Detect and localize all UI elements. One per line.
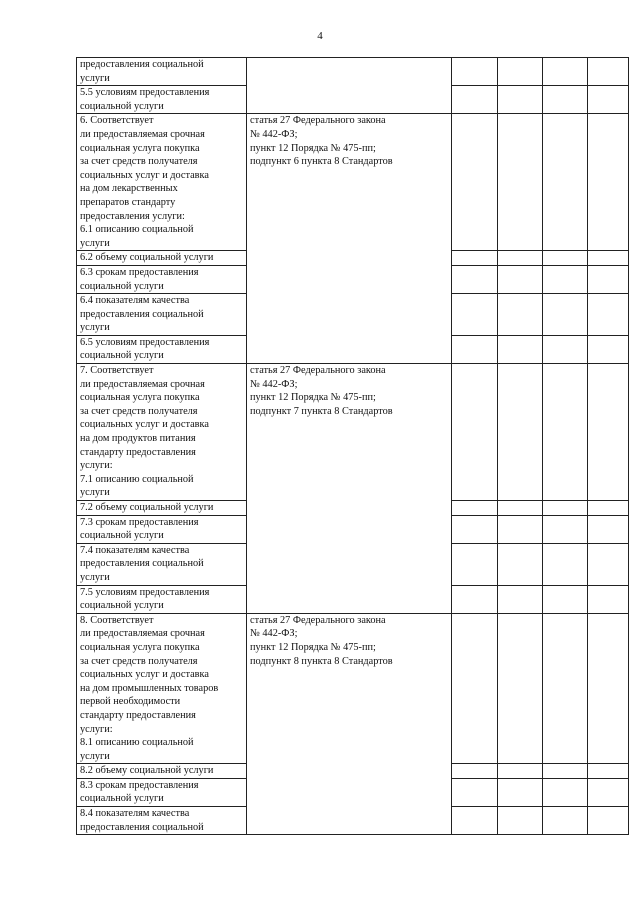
requirement-cell-line: 5.5 условиям предоставления (80, 87, 210, 99)
requirement-cell (77, 86, 247, 114)
requirement-cell-line: социальной услуги (80, 793, 164, 805)
note-cell[interactable] (588, 501, 629, 516)
requirement-cell (77, 114, 247, 251)
requirement-cell-line: 6.2 объему социальной услуги (80, 252, 214, 264)
note-cell[interactable] (588, 515, 629, 543)
requirement-cell-line: социальной услуги (80, 280, 164, 292)
requirement-cell-line: 8.1 описанию социальной (80, 737, 194, 749)
answer-yes-cell[interactable] (452, 778, 498, 806)
requirement-cell-line: за счет средств получателя (80, 405, 198, 417)
note-cell[interactable] (588, 764, 629, 779)
not-applicable-cell[interactable] (543, 501, 588, 516)
requirement-cell-line: услуги: (80, 723, 113, 735)
requirement-cell-line: 7. Соответствует (80, 365, 154, 377)
requirement-cell-line: 8. Соответствует (80, 614, 154, 626)
answer-yes-cell[interactable] (452, 613, 498, 764)
answer-yes-cell[interactable] (452, 265, 498, 293)
answer-no-cell[interactable] (498, 585, 543, 613)
requirement-cell-line: социальных услуг и доставка (80, 419, 209, 431)
requirement-cell-line: социальной услуги (80, 600, 164, 612)
requirement-cell-line: социальных услуг и доставка (80, 669, 209, 681)
requirement-cell (77, 807, 247, 835)
note-cell[interactable] (588, 58, 629, 86)
answer-no-cell[interactable] (498, 58, 543, 86)
requirement-cell-line: 7.5 условиям предоставления (80, 586, 210, 598)
requirement-cell-line: первой необходимости (80, 696, 181, 708)
requirement-cell (77, 294, 247, 336)
requirement-cell (77, 515, 247, 543)
not-applicable-cell[interactable] (543, 265, 588, 293)
answer-yes-cell[interactable] (452, 501, 498, 516)
answer-no-cell[interactable] (498, 251, 543, 266)
requirement-cell-line: на дом лекарственных (80, 183, 178, 195)
not-applicable-cell[interactable] (543, 543, 588, 585)
note-cell[interactable] (588, 778, 629, 806)
not-applicable-cell[interactable] (543, 114, 588, 251)
note-cell[interactable] (588, 294, 629, 336)
table-row (77, 613, 629, 764)
requirement-cell-line: предоставления услуги: (80, 210, 185, 222)
page-number: 4 (317, 30, 323, 42)
requirement-cell-line: услуги (80, 72, 110, 84)
answer-no-cell[interactable] (498, 364, 543, 501)
legal-basis-cell-line: статья 27 Федерального закона (250, 115, 386, 127)
not-applicable-cell[interactable] (543, 807, 588, 835)
requirement-cell-line: 6.3 срокам предоставления (80, 266, 199, 278)
requirement-cell (77, 764, 247, 779)
note-cell[interactable] (588, 613, 629, 764)
legal-basis-cell-line: пункт 12 Порядка № 475-пп; (250, 142, 376, 154)
requirement-cell-line: предоставления социальной (80, 558, 204, 570)
answer-yes-cell[interactable] (452, 58, 498, 86)
requirement-cell-line: услуги (80, 237, 110, 249)
requirement-cell-line: на дом промышленных товаров (80, 682, 219, 694)
answer-yes-cell[interactable] (452, 807, 498, 835)
requirement-cell-line: социальная услуга покупка (80, 142, 200, 154)
requirement-cell-line: социальная услуга покупка (80, 641, 200, 653)
answer-yes-cell[interactable] (452, 294, 498, 336)
not-applicable-cell[interactable] (543, 515, 588, 543)
answer-no-cell[interactable] (498, 613, 543, 764)
requirement-cell-line: ли предоставляемая срочная (80, 378, 205, 390)
answer-yes-cell[interactable] (452, 364, 498, 501)
requirement-cell (77, 335, 247, 363)
requirement-cell-line: ли предоставляемая срочная (80, 128, 205, 140)
requirement-cell-line: за счет средств получателя (80, 156, 198, 168)
requirement-cell-line: препаратов стандарту (80, 196, 176, 208)
answer-no-cell[interactable] (498, 778, 543, 806)
requirement-cell (77, 364, 247, 501)
requirement-cell (77, 251, 247, 266)
answer-no-cell[interactable] (498, 335, 543, 363)
answer-no-cell[interactable] (498, 807, 543, 835)
requirement-cell-line: предоставления социальной (80, 821, 204, 833)
table-row (77, 114, 629, 251)
table-row (77, 364, 629, 501)
legal-basis-cell-line: статья 27 Федерального закона (250, 365, 386, 377)
requirement-cell-line: предоставления социальной (80, 308, 204, 320)
not-applicable-cell[interactable] (543, 251, 588, 266)
requirement-cell (77, 501, 247, 516)
requirement-cell-line: за счет средств получателя (80, 655, 198, 667)
note-cell[interactable] (588, 114, 629, 251)
requirement-cell-line: стандарту предоставления (80, 446, 196, 458)
answer-no-cell[interactable] (498, 501, 543, 516)
note-cell[interactable] (588, 251, 629, 266)
note-cell[interactable] (588, 335, 629, 363)
answer-no-cell[interactable] (498, 265, 543, 293)
answer-yes-cell[interactable] (452, 764, 498, 779)
legal-basis-cell-line: № 442-ФЗ; (250, 128, 298, 140)
requirement-cell-line: 7.4 показателям качества (80, 544, 190, 556)
answer-no-cell[interactable] (498, 515, 543, 543)
note-cell[interactable] (588, 364, 629, 501)
requirement-cell-line: предоставления социальной (80, 59, 204, 70)
legal-basis-cell (247, 364, 452, 614)
requirement-cell-line: 7.3 срокам предоставления (80, 516, 199, 528)
answer-yes-cell[interactable] (452, 114, 498, 251)
not-applicable-cell[interactable] (543, 335, 588, 363)
requirement-cell-line: 8.4 показателям качества (80, 808, 190, 820)
requirement-cell-line: 6.5 условиям предоставления (80, 336, 210, 348)
not-applicable-cell[interactable] (543, 585, 588, 613)
note-cell[interactable] (588, 265, 629, 293)
requirement-cell-line: 8.2 объему социальной услуги (80, 765, 214, 777)
answer-yes-cell[interactable] (452, 251, 498, 266)
legal-basis-cell-line: подпункт 7 пункта 8 Стандартов (250, 405, 393, 417)
requirement-cell-line: социальной услуги (80, 100, 164, 112)
requirement-cell-line: 6.1 описанию социальной (80, 224, 194, 236)
legal-basis-cell-line: пункт 12 Порядка № 475-пп; (250, 392, 376, 404)
note-cell[interactable] (588, 86, 629, 114)
not-applicable-cell[interactable] (543, 364, 588, 501)
requirement-cell-line: 6.4 показателям качества (80, 295, 190, 307)
note-cell[interactable] (588, 543, 629, 585)
requirement-cell-line: социальной услуги (80, 530, 164, 542)
legal-basis-cell-line: № 442-ФЗ; (250, 378, 298, 390)
legal-basis-cell-line: № 442-ФЗ; (250, 628, 298, 640)
legal-basis-cell-line: статья 27 Федерального закона (250, 614, 386, 626)
answer-no-cell[interactable] (498, 764, 543, 779)
requirement-cell-line: услуги (80, 750, 110, 762)
answer-yes-cell[interactable] (452, 543, 498, 585)
requirement-cell (77, 58, 247, 86)
not-applicable-cell[interactable] (543, 778, 588, 806)
answer-yes-cell[interactable] (452, 335, 498, 363)
not-applicable-cell[interactable] (543, 294, 588, 336)
table-row (77, 58, 629, 86)
not-applicable-cell[interactable] (543, 58, 588, 86)
requirement-cell (77, 613, 247, 764)
answer-yes-cell[interactable] (452, 585, 498, 613)
requirement-cell-line: 6. Соответствует (80, 115, 154, 127)
requirement-cell-line: социальных услуг и доставка (80, 169, 209, 181)
requirement-cell-line: 7.2 объему социальной услуги (80, 502, 214, 513)
requirement-cell-line: услуги (80, 487, 110, 499)
requirement-cell (77, 543, 247, 585)
requirement-cell (77, 265, 247, 293)
legal-basis-cell (247, 58, 452, 114)
note-cell[interactable] (588, 807, 629, 835)
not-applicable-cell[interactable] (543, 764, 588, 779)
answer-yes-cell[interactable] (452, 86, 498, 114)
requirement-cell-line: услуги (80, 322, 110, 334)
requirement-cell-line: услуги (80, 571, 110, 583)
requirement-cell (77, 778, 247, 806)
legal-basis-cell-line: пункт 12 Порядка № 475-пп; (250, 641, 376, 653)
answer-no-cell[interactable] (498, 114, 543, 251)
requirement-cell-line: социальной услуги (80, 350, 164, 362)
answer-no-cell[interactable] (498, 294, 543, 336)
legal-basis-cell-line: подпункт 8 пункта 8 Стандартов (250, 655, 393, 667)
answer-no-cell[interactable] (498, 543, 543, 585)
legal-basis-cell (247, 114, 452, 364)
answer-no-cell[interactable] (498, 86, 543, 114)
requirement-cell-line: 8.3 срокам предоставления (80, 779, 199, 791)
note-cell[interactable] (588, 585, 629, 613)
not-applicable-cell[interactable] (543, 86, 588, 114)
requirement-cell-line: услуги: (80, 460, 113, 472)
requirement-cell-line: на дом продуктов питания (80, 433, 196, 445)
not-applicable-cell[interactable] (543, 613, 588, 764)
requirement-cell-line: социальная услуга покупка (80, 392, 200, 404)
requirement-cell (77, 585, 247, 613)
legal-basis-cell (247, 613, 452, 835)
requirement-cell-line: 7.1 описанию социальной (80, 473, 194, 485)
requirement-cell-line: стандарту предоставления (80, 709, 196, 721)
checklist-table (76, 57, 629, 835)
answer-yes-cell[interactable] (452, 515, 498, 543)
legal-basis-cell-line: подпункт 6 пункта 8 Стандартов (250, 156, 393, 168)
requirement-cell-line: ли предоставляемая срочная (80, 628, 205, 640)
